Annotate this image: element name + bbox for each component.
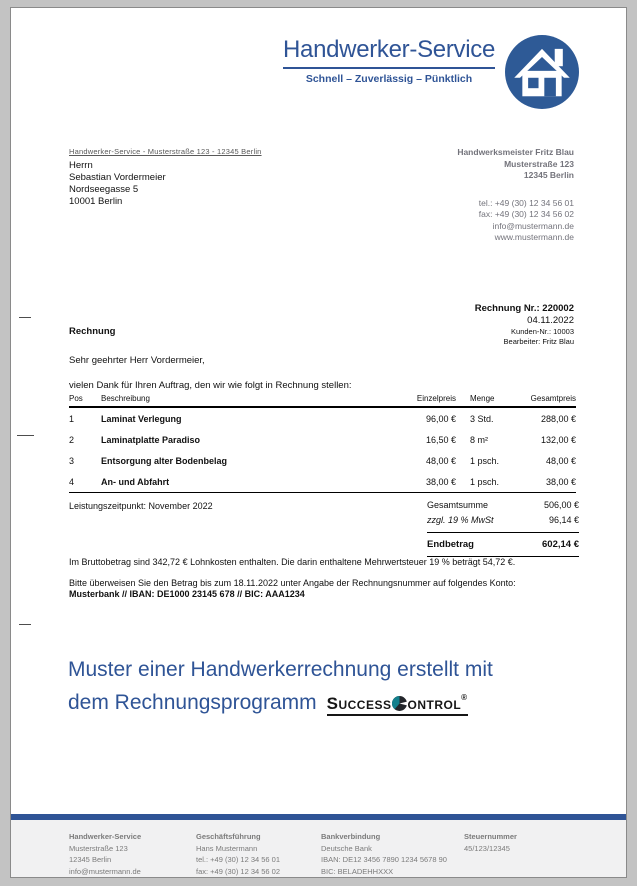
footer-col-title: Steuernummer <box>464 832 517 841</box>
intro-line: vielen Dank für Ihren Auftrag, den wir wie folgt in Rechnung stellen: <box>69 380 352 391</box>
footer-line: 12345 Berlin <box>69 855 112 864</box>
recipient-address <box>69 160 166 208</box>
cell-total-price: 288,00 € <box>540 413 576 424</box>
col-header-quantity: Menge <box>470 394 495 403</box>
final-amount-value: 602,14 € <box>542 539 579 550</box>
brand-block <box>279 36 499 85</box>
footer-line: 45/123/12345 <box>464 843 510 853</box>
cell-pos: 2 <box>69 434 75 445</box>
table-row <box>69 429 576 450</box>
cell-pos: 3 <box>69 455 75 466</box>
registered-mark: ® <box>461 693 468 702</box>
vat-label: zzgl. 19 % MwSt <box>427 515 494 525</box>
table-row <box>69 408 576 429</box>
fold-mark <box>19 624 31 625</box>
logo-word-success: Success <box>326 694 392 713</box>
cell-quantity: 1 psch. <box>470 476 500 487</box>
footer-line: BIC: BELADEHHXXX <box>321 866 394 876</box>
col-header-unit-price: Einzelpreis <box>416 394 456 403</box>
cell-total-price: 132,00 € <box>540 434 576 445</box>
fold-mark <box>19 317 31 318</box>
invoice-page <box>10 7 627 878</box>
contact-city: 12345 Berlin <box>523 170 574 180</box>
vat-value: 96,14 € <box>548 515 579 525</box>
footer-line: IBAN: DE12 3456 7890 1234 5678 90 <box>321 855 447 864</box>
service-period: Leistungszeitpunkt: November 2022 <box>69 501 213 511</box>
cell-quantity: 3 Std. <box>470 413 494 424</box>
page-footer <box>11 814 626 877</box>
document-title: Rechnung <box>69 326 116 337</box>
salutation-line: Sehr geehrter Herr Vordermeier, <box>69 355 205 366</box>
cell-unit-price: 96,00 € <box>425 413 456 424</box>
footer-management-column <box>196 831 280 877</box>
cell-quantity: 8 m² <box>470 434 488 445</box>
subtotal-label: Gesamtsumme <box>427 500 489 510</box>
recipient-name: Sebastian Vordermeier <box>69 172 166 183</box>
footer-line: Deutsche Bank <box>321 843 372 853</box>
recipient-street: Nordseegasse 5 <box>69 184 139 195</box>
table-row <box>69 471 576 492</box>
fold-mark <box>17 435 34 436</box>
company-contact-block <box>457 147 574 244</box>
promo-line-1: Muster einer Handwerkerrechnung erstellt mit <box>68 658 493 681</box>
col-header-description: Beschreibung <box>101 394 150 403</box>
cell-description: Laminat Verlegung <box>101 413 182 424</box>
cell-total-price: 38,00 € <box>545 476 576 487</box>
subtotal-value: 506,00 € <box>543 500 579 510</box>
footer-tax-column <box>464 831 517 854</box>
footer-col-title: Handwerker-Service <box>69 832 142 841</box>
final-amount-label: Endbetrag <box>427 539 474 550</box>
footer-line: tel.: +49 (30) 12 34 56 01 <box>196 855 281 864</box>
cell-description: An- und Abfahrt <box>101 476 170 487</box>
company-title: Handwerker-Service <box>283 36 495 69</box>
sender-line: Handwerker-Service - Musterstraße 123 - 12345 Berlin <box>69 147 262 156</box>
footer-line: info@mustermann.de <box>69 866 141 876</box>
footer-line: fax: +49 (30) 12 34 56 02 <box>196 866 281 876</box>
cell-unit-price: 38,00 € <box>425 476 456 487</box>
cell-unit-price: 16,50 € <box>425 434 456 445</box>
successcontrol-logo <box>327 688 468 716</box>
footer-col-title: Geschäftsführung <box>196 832 261 841</box>
control-c-icon <box>392 696 407 711</box>
footer-bank-column <box>321 831 447 877</box>
bank-details-line: Musterbank // IBAN: DE1000 23145 678 // BIC: AAA1234 <box>69 589 305 599</box>
contact-fax: fax: +49 (30) 12 34 56 02 <box>478 209 574 219</box>
invoice-date: 04.11.2022 <box>527 315 574 326</box>
invoice-meta-block <box>475 302 574 347</box>
contact-website: www.mustermann.de <box>494 232 574 242</box>
cell-pos: 1 <box>69 413 75 424</box>
line-items-table <box>69 394 576 493</box>
cell-total-price: 48,00 € <box>545 455 576 466</box>
payment-instruction: Bitte überweisen Sie den Betrag bis zum 18.11.2022 unter Angabe der Rechnungsnummer auf folgendes Konto: <box>69 578 516 588</box>
table-body <box>69 408 576 493</box>
cell-unit-price: 48,00 € <box>425 455 456 466</box>
footer-company-column <box>69 831 141 877</box>
company-tagline: Schnell – Zuverlässig – Pünktlich <box>305 73 473 85</box>
footer-line: Musterstraße 123 <box>69 843 128 853</box>
cell-description: Laminatplatte Paradiso <box>101 434 201 445</box>
totals-block <box>427 498 579 557</box>
contact-email: info@mustermann.de <box>492 220 574 231</box>
recipient-city: 10001 Berlin <box>69 196 123 207</box>
house-icon <box>505 35 579 109</box>
table-row <box>69 450 576 471</box>
clerk-name: Bearbeiter: Fritz Blau <box>503 337 574 346</box>
col-header-total-price: Gesamtpreis <box>530 394 576 403</box>
logo-word-ontrol: ontrol <box>407 694 462 713</box>
contact-name: Handwerksmeister Fritz Blau <box>457 147 574 157</box>
footer-line: Hans Mustermann <box>196 843 258 853</box>
gross-amount-note: Im Bruttobetrag sind 342,72 € Lohnkosten enthalten. Die darin enthaltene Mehrwertsteuer 19 % beträgt 54,72 €. <box>69 557 516 567</box>
contact-street: Musterstraße 123 <box>504 158 574 169</box>
promo-text <box>68 653 588 719</box>
col-header-pos: Pos <box>69 394 83 403</box>
contact-tel: tel.: +49 (30) 12 34 56 01 <box>478 197 574 208</box>
table-header-row <box>69 394 576 408</box>
customer-number: Kunden-Nr.: 10003 <box>511 327 574 336</box>
promo-line-2: dem Rechnungsprogramm Success ontrol® <box>68 686 588 719</box>
cell-pos: 4 <box>69 476 75 487</box>
cell-quantity: 1 psch. <box>470 455 500 466</box>
footer-col-title: Bankverbindung <box>321 832 381 841</box>
cell-description: Entsorgung alter Bodenbelag <box>101 455 228 466</box>
recipient-salutation: Herrn <box>69 160 93 171</box>
invoice-number: Rechnung Nr.: 220002 <box>474 303 574 314</box>
